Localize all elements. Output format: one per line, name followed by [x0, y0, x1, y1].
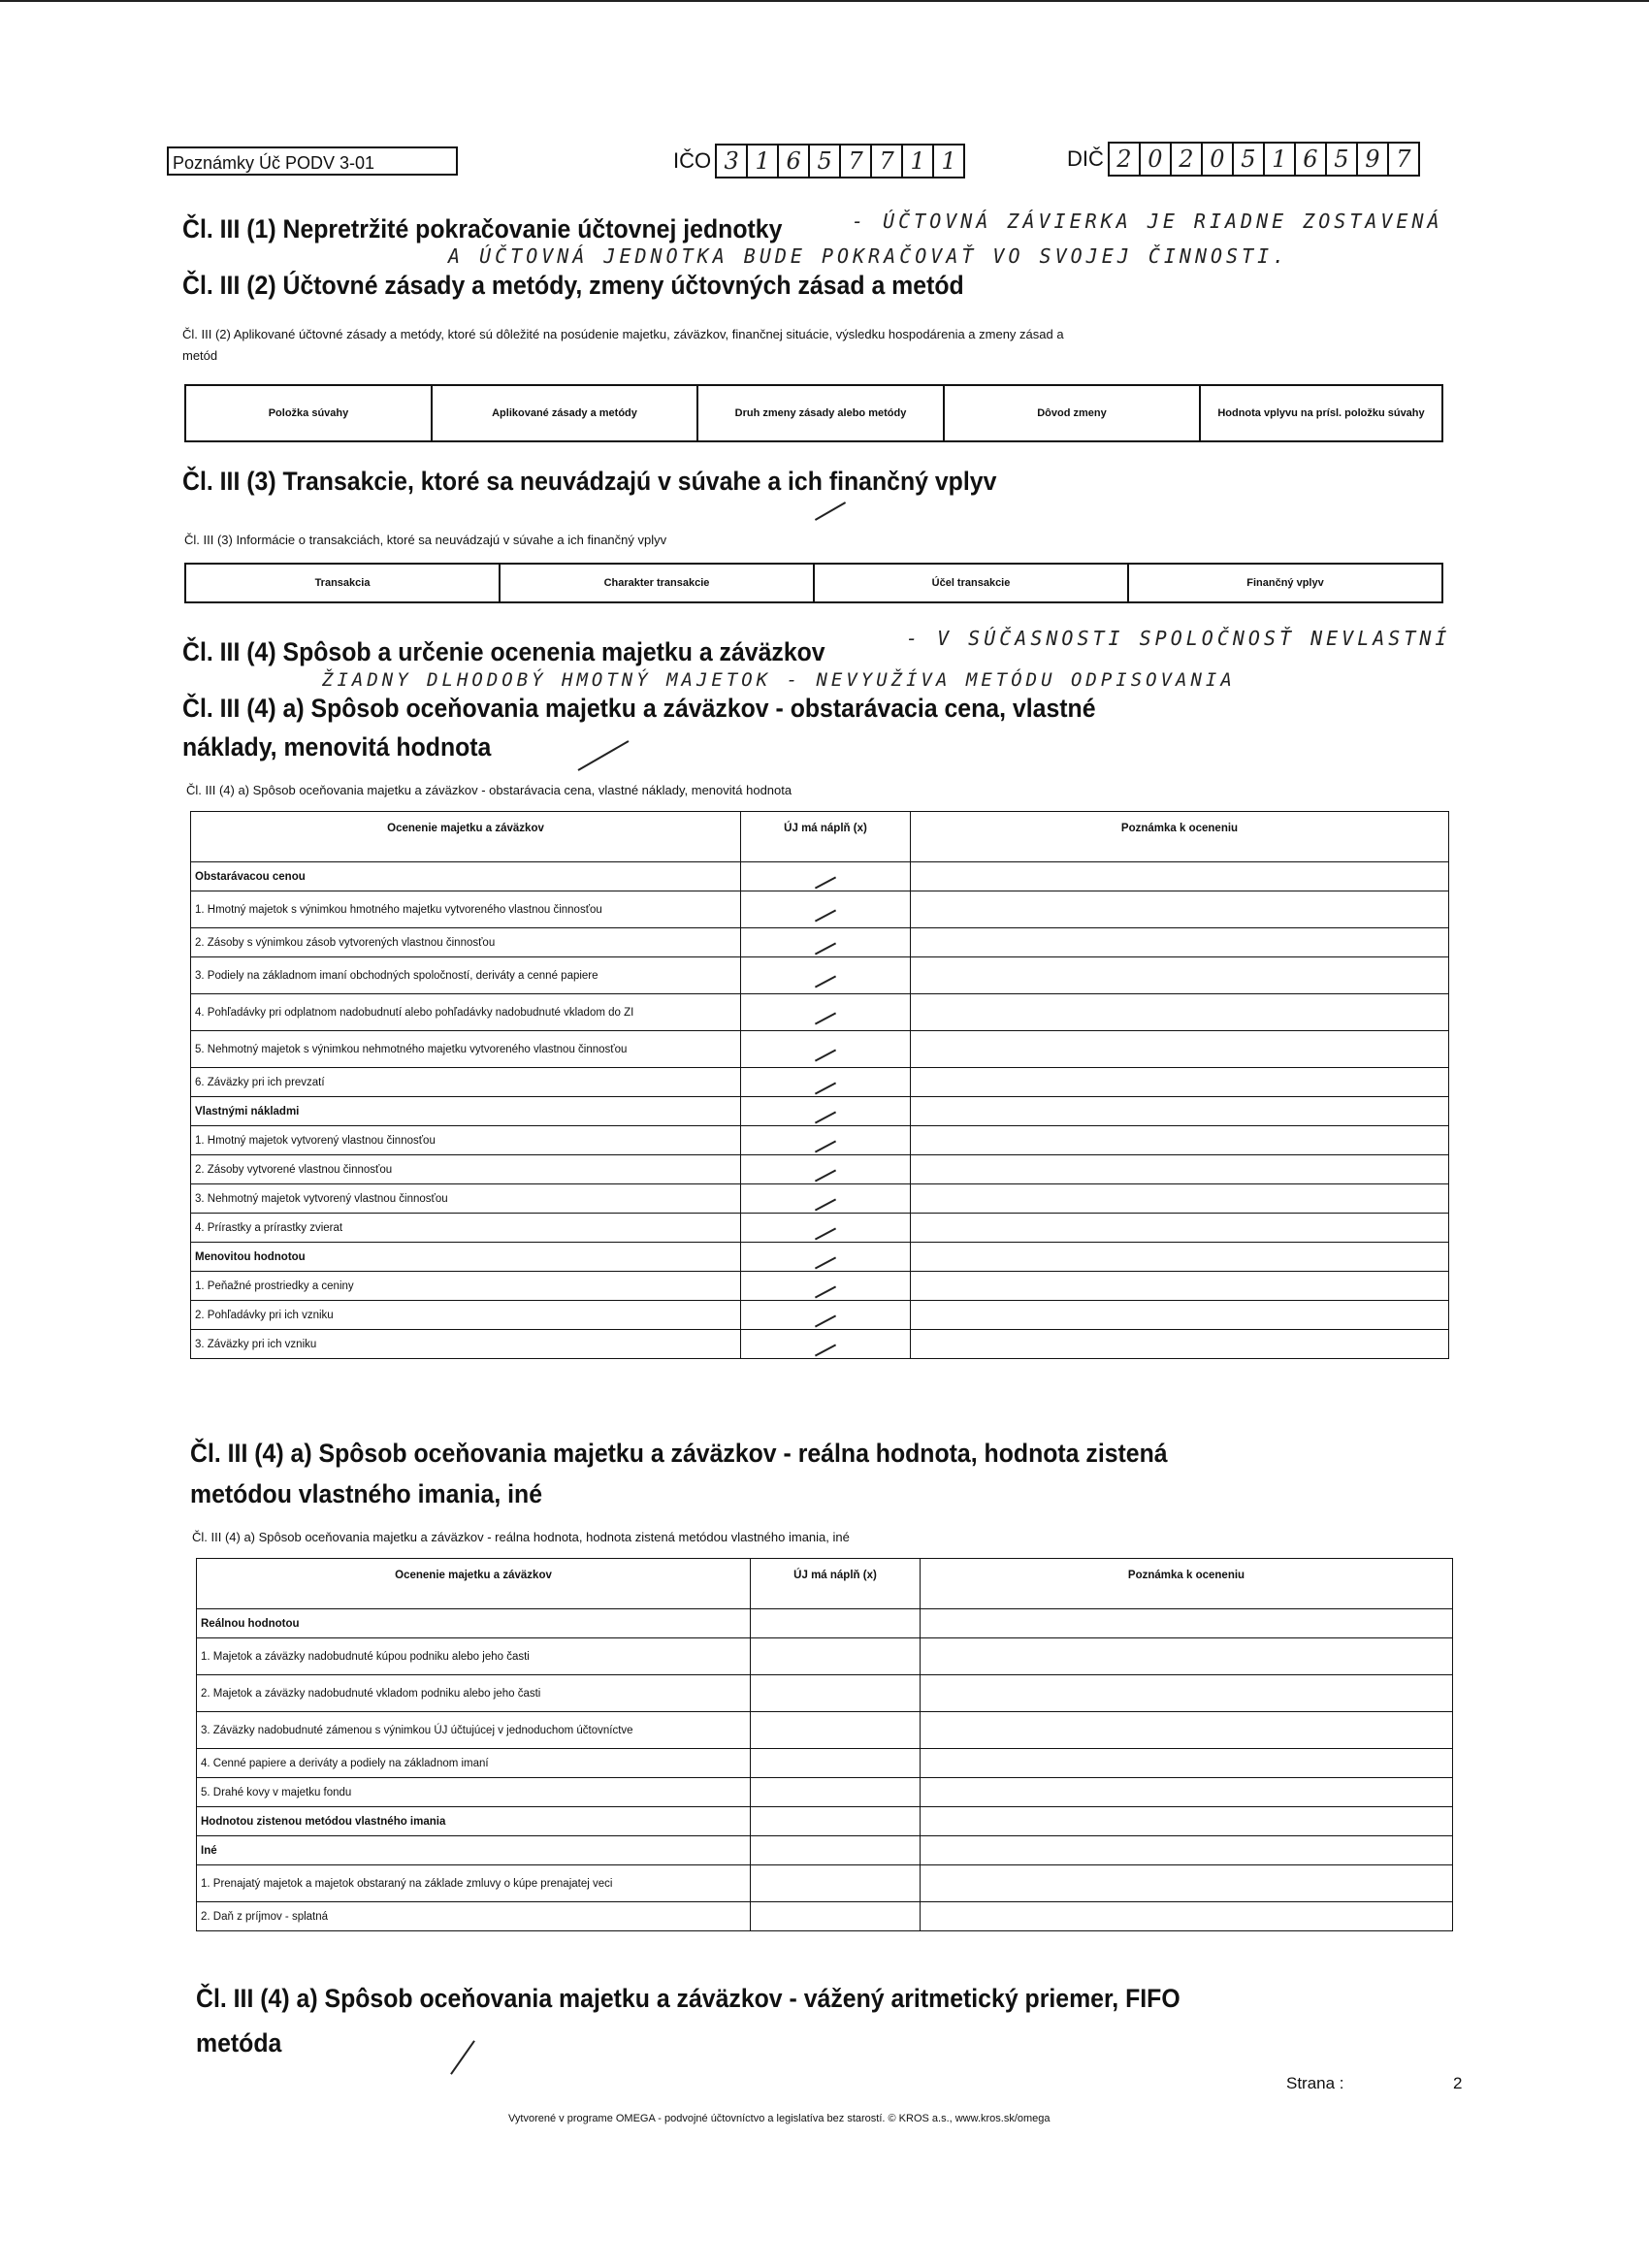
section2-title: Čl. III (2) Účtovné zásady a metódy, zmeny účtovných zásad a metód [182, 271, 964, 300]
digit-box: 0 [1203, 144, 1234, 175]
naplu-cell[interactable] [741, 1155, 911, 1184]
ico-label: IČO [673, 148, 712, 173]
digit-box: 5 [1327, 144, 1358, 175]
table-row [191, 1301, 1449, 1330]
naplu-cell[interactable] [751, 1675, 921, 1712]
table-row [191, 957, 1449, 994]
poznamka-cell[interactable] [921, 1836, 1453, 1865]
naplu-cell[interactable] [751, 1865, 921, 1902]
section3-caption: Čl. III (3) Informácie o transakciách, ktoré sa neuvádzajú v súvahe a ich finančný vplyv [184, 533, 667, 547]
section4a1-title-2: náklady, menovitá hodnota [182, 732, 492, 761]
row-label: 3. Podiely na základnom imaní obchodných spoločností, deriváty a cenné papiere [191, 957, 741, 994]
digit-box: 5 [810, 146, 841, 177]
page-number: 2 [1453, 2074, 1463, 2092]
table-row [191, 1214, 1449, 1243]
row-label: 5. Drahé kovy v majetku fondu [197, 1778, 751, 1807]
digit-box: 3 [717, 146, 748, 177]
poznamka-cell[interactable] [911, 1330, 1449, 1359]
digit-box: 1 [1265, 144, 1296, 175]
checkmark-icon [815, 876, 836, 889]
naplu-cell[interactable] [751, 1807, 921, 1836]
naplu-cell[interactable] [751, 1638, 921, 1675]
col-poznamka: Poznámka k oceneniu [921, 1559, 1453, 1609]
col-polozka-suvahy: Položka súvahy [185, 385, 432, 441]
section2-caption-1: Čl. III (2) Aplikované účtovné zásady a metódy, ktoré sú dôležité na posúdenie majetku, záväzkov, finančnej situácie, výsledku hospodárenia a zmeny zásad a [182, 327, 1064, 341]
row-label: 2. Pohľadávky pri ich vzniku [191, 1301, 741, 1330]
naplu-cell[interactable] [741, 957, 911, 994]
row-label: Vlastnými nákladmi [191, 1097, 741, 1126]
poznamka-cell[interactable] [911, 1126, 1449, 1155]
poznamka-cell[interactable] [911, 1155, 1449, 1184]
table-row [191, 928, 1449, 957]
naplu-cell[interactable] [741, 1031, 911, 1068]
row-label: Hodnotou zistenou metódou vlastného imania [197, 1807, 751, 1836]
section4a3-title-2: metóda [196, 2028, 282, 2057]
checkmark-icon [815, 1227, 836, 1240]
digit-box: 7 [1396, 146, 1411, 173]
section4a1-title-1: Čl. III (4) a) Spôsob oceňovania majetku a záväzkov - obstarávacia cena, vlastné [182, 694, 1096, 723]
naplu-cell[interactable] [751, 1836, 921, 1865]
poznamka-cell[interactable] [911, 994, 1449, 1031]
digit-box: 7 [872, 146, 903, 177]
col-transakcia: Transakcia [185, 564, 500, 602]
naplu-cell[interactable] [741, 1184, 911, 1214]
table-row [197, 1778, 1453, 1807]
poznamka-cell[interactable] [921, 1902, 1453, 1931]
table-row [191, 994, 1449, 1031]
naplu-cell[interactable] [741, 1097, 911, 1126]
naplu-cell[interactable] [741, 862, 911, 891]
poznamka-cell[interactable] [911, 891, 1449, 928]
checkmark-icon [815, 1285, 836, 1298]
section3-title: Čl. III (3) Transakcie, ktoré sa neuvádzajú v súvahe a ich finančný vplyv [182, 467, 997, 496]
section2-caption-2: metód [182, 348, 218, 363]
row-label: Menovitou hodnotou [191, 1243, 741, 1272]
digit-box: 1 [748, 146, 779, 177]
digit-box: 6 [779, 146, 810, 177]
naplu-cell[interactable] [751, 1712, 921, 1749]
section4-handwritten-1: - V SÚČASNOSTI SPOLOČNOSŤ NEVLASTNÍ [906, 627, 1451, 650]
table-row [197, 1836, 1453, 1865]
table-row [197, 1807, 1453, 1836]
row-label: 2. Zásoby s výnimkou zásob vytvorených vlastnou činnosťou [191, 928, 741, 957]
col-ocenenie: Ocenenie majetku a záväzkov [197, 1559, 751, 1609]
table-row [191, 1155, 1449, 1184]
form-id-box: Poznámky Úč PODV 3-01 [167, 146, 458, 176]
section4-handwritten-2: ŽIADNY DLHODOBÝ HMOTNÝ MAJETOK - NEVYUŽÍVA METÓDU ODPISOVANIA [322, 669, 1236, 691]
naplu-cell[interactable] [741, 1243, 911, 1272]
table-row [191, 891, 1449, 928]
checkmark-icon [450, 2040, 475, 2075]
table-row [191, 1031, 1449, 1068]
section4a1-table [190, 811, 1449, 1359]
table-row [197, 1675, 1453, 1712]
poznamka-cell[interactable] [921, 1807, 1453, 1836]
table-row [191, 1126, 1449, 1155]
naplu-cell[interactable] [741, 994, 911, 1031]
naplu-cell[interactable] [741, 1301, 911, 1330]
table-row [191, 1330, 1449, 1359]
checkmark-icon [815, 1012, 836, 1024]
poznamka-cell[interactable] [911, 1214, 1449, 1243]
row-label: 3. Záväzky nadobudnuté zámenou s výnimkou ÚJ účtujúcej v jednoduchom účtovníctve [197, 1712, 751, 1749]
poznamka-cell[interactable] [921, 1778, 1453, 1807]
digit-box: 5 [1234, 144, 1265, 175]
section2-table [184, 384, 1443, 442]
digit-box: 1 [903, 146, 934, 177]
dic-field [1067, 142, 1420, 177]
table-row [197, 1749, 1453, 1778]
table-row [191, 1068, 1449, 1097]
col-charakter-transakcie: Charakter transakcie [500, 564, 814, 602]
poznamka-cell[interactable] [921, 1749, 1453, 1778]
col-aplikovane-zasady: Aplikované zásady a metódy [432, 385, 697, 441]
row-label: 3. Nehmotný majetok vytvorený vlastnou činnosťou [191, 1184, 741, 1214]
checkmark-icon [815, 975, 836, 988]
section4a2-title-1: Čl. III (4) a) Spôsob oceňovania majetku a záväzkov - reálna hodnota, hodnota zistená [190, 1439, 1168, 1468]
col-ucel-transakcie: Účel transakcie [814, 564, 1128, 602]
row-label: 4. Cenné papiere a deriváty a podiely na základnom imaní [197, 1749, 751, 1778]
checkmark-icon [815, 1198, 836, 1211]
checkmark-icon [815, 1314, 836, 1327]
row-label: 1. Peňažné prostriedky a ceniny [191, 1272, 741, 1301]
naplu-cell[interactable] [751, 1902, 921, 1931]
digit-box: 7 [841, 146, 872, 177]
section4a2-title-2: metódou vlastného imania, iné [190, 1479, 543, 1508]
checkmark-icon [815, 1140, 836, 1152]
naplu-cell[interactable] [741, 1068, 911, 1097]
ico-field [673, 144, 965, 178]
row-label: Obstarávacou cenou [191, 862, 741, 891]
poznamka-cell[interactable] [911, 1301, 1449, 1330]
poznamka-cell[interactable] [911, 1097, 1449, 1126]
col-financny-vplyv: Finančný vplyv [1128, 564, 1442, 602]
checkmark-icon [815, 1344, 836, 1356]
naplu-cell[interactable] [741, 1272, 911, 1301]
checkmark-icon [815, 1082, 836, 1094]
poznamka-cell[interactable] [921, 1675, 1453, 1712]
table-row [191, 1184, 1449, 1214]
dic-label: DIČ [1067, 146, 1104, 171]
poznamka-cell[interactable] [911, 862, 1449, 891]
col-poznamka: Poznámka k oceneniu [911, 812, 1449, 862]
col-ocenenie: Ocenenie majetku a záväzkov [191, 812, 741, 862]
table-row [191, 862, 1449, 891]
col-uj-ma-naplu: ÚJ má náplň (x) [751, 1559, 921, 1609]
col-uj-ma-naplu: ÚJ má náplň (x) [741, 812, 911, 862]
row-label: 2. Majetok a záväzky nadobudnuté vkladom podniku alebo jeho časti [197, 1675, 751, 1712]
table-row [191, 1097, 1449, 1126]
row-label: 2. Zásoby vytvorené vlastnou činnosťou [191, 1155, 741, 1184]
table-row [197, 1712, 1453, 1749]
section3-table [184, 563, 1443, 603]
checkmark-icon [815, 942, 836, 955]
section1-handwritten-2: A ÚČTOVNÁ JEDNOTKA BUDE POKRAČOVAŤ VO SVOJEJ ČINNOSTI. [448, 244, 1289, 268]
row-label: 3. Záväzky pri ich vzniku [191, 1330, 741, 1359]
section1-handwritten-1: - ÚČTOVNÁ ZÁVIERKA JE RIADNE ZOSTAVENÁ [852, 210, 1443, 233]
table-row [191, 1272, 1449, 1301]
row-label: Reálnou hodnotou [197, 1609, 751, 1638]
col-hodnota-vplyvu: Hodnota vplyvu na prísl. položku súvahy [1200, 385, 1442, 441]
dic-digit-boxes [1108, 142, 1420, 177]
digit-box: 2 [1110, 144, 1141, 175]
naplu-cell[interactable] [741, 1214, 911, 1243]
checkmark-icon [815, 502, 846, 521]
poznamka-cell[interactable] [911, 928, 1449, 957]
section4a2-table [196, 1558, 1453, 1931]
checkmark-icon [815, 1256, 836, 1269]
page-label: Strana : [1286, 2074, 1344, 2092]
table-row [197, 1865, 1453, 1902]
naplu-cell[interactable] [741, 928, 911, 957]
naplu-cell[interactable] [751, 1778, 921, 1807]
footer-credit: Vytvorené v programe OMEGA - podvojné účtovníctvo a legislatíva bez starostí. © KROS a.s., www.kros.sk/omega [508, 2113, 1051, 2124]
poznamka-cell[interactable] [921, 1712, 1453, 1749]
poznamka-cell[interactable] [921, 1865, 1453, 1902]
checkmark-icon [815, 1049, 836, 1061]
poznamka-cell[interactable] [911, 1031, 1449, 1068]
digit-box: 6 [1296, 144, 1327, 175]
poznamka-cell[interactable] [911, 1243, 1449, 1272]
row-label: 1. Hmotný majetok vytvorený vlastnou činnosťou [191, 1126, 741, 1155]
row-label: 4. Pohľadávky pri odplatnom nadobudnutí alebo pohľadávky nadobudnuté vkladom do ZI [191, 994, 741, 1031]
naplu-cell[interactable] [741, 891, 911, 928]
ico-digit-boxes [715, 144, 965, 178]
row-label: 1. Majetok a záväzky nadobudnuté kúpou podniku alebo jeho časti [197, 1638, 751, 1675]
row-label: 5. Nehmotný majetok s výnimkou nehmotného majetku vytvoreného vlastnou činnosťou [191, 1031, 741, 1068]
poznamka-cell[interactable] [911, 1068, 1449, 1097]
col-dovod-zmeny: Dôvod zmeny [944, 385, 1200, 441]
poznamka-cell[interactable] [921, 1609, 1453, 1638]
row-label: 4. Prírastky a prírastky zvierat [191, 1214, 741, 1243]
table-row [197, 1902, 1453, 1931]
row-label: 1. Hmotný majetok s výnimkou hmotného majetku vytvoreného vlastnou činnosťou [191, 891, 741, 928]
naplu-cell[interactable] [751, 1609, 921, 1638]
checkmark-icon [815, 1169, 836, 1182]
section4a1-caption: Čl. III (4) a) Spôsob oceňovania majetku a záväzkov - obstarávacia cena, vlastné náklady, menovitá hodnota [186, 783, 792, 797]
row-label: 1. Prenajatý majetok a majetok obstaraný na základe zmluvy o kúpe prenajatej veci [197, 1865, 751, 1902]
row-label: Iné [197, 1836, 751, 1865]
row-label: 2. Daň z príjmov - splatná [197, 1902, 751, 1931]
naplu-cell[interactable] [741, 1126, 911, 1155]
poznamka-cell[interactable] [921, 1638, 1453, 1675]
digit-box: 1 [941, 147, 956, 175]
scan-edge [0, 0, 1649, 8]
naplu-cell[interactable] [751, 1749, 921, 1778]
poznamka-cell[interactable] [911, 1184, 1449, 1214]
section4a3-title-1: Čl. III (4) a) Spôsob oceňovania majetku a záväzkov - vážený aritmetický priemer, FIFO [196, 1984, 1180, 2013]
col-druh-zmeny: Druh zmeny zásady alebo metódy [697, 385, 944, 441]
poznamka-cell[interactable] [911, 957, 1449, 994]
naplu-cell[interactable] [741, 1330, 911, 1359]
table-row [191, 1243, 1449, 1272]
table-row [197, 1609, 1453, 1638]
section1-title: Čl. III (1) Nepretržité pokračovanie účtovnej jednotky [182, 214, 783, 243]
section4a2-caption: Čl. III (4) a) Spôsob oceňovania majetku a záväzkov - reálna hodnota, hodnota zistená metódou vlastného imania, iné [192, 1530, 850, 1544]
checkmark-icon [578, 740, 630, 771]
checkmark-icon [815, 1111, 836, 1123]
checkmark-icon [815, 909, 836, 922]
digit-box: 2 [1172, 144, 1203, 175]
digit-box: 0 [1141, 144, 1172, 175]
row-label: 6. Záväzky pri ich prevzatí [191, 1068, 741, 1097]
table-row [197, 1638, 1453, 1675]
section4-title: Čl. III (4) Spôsob a určenie ocenenia majetku a záväzkov [182, 637, 825, 666]
poznamka-cell[interactable] [911, 1272, 1449, 1301]
digit-box: 9 [1358, 144, 1389, 175]
